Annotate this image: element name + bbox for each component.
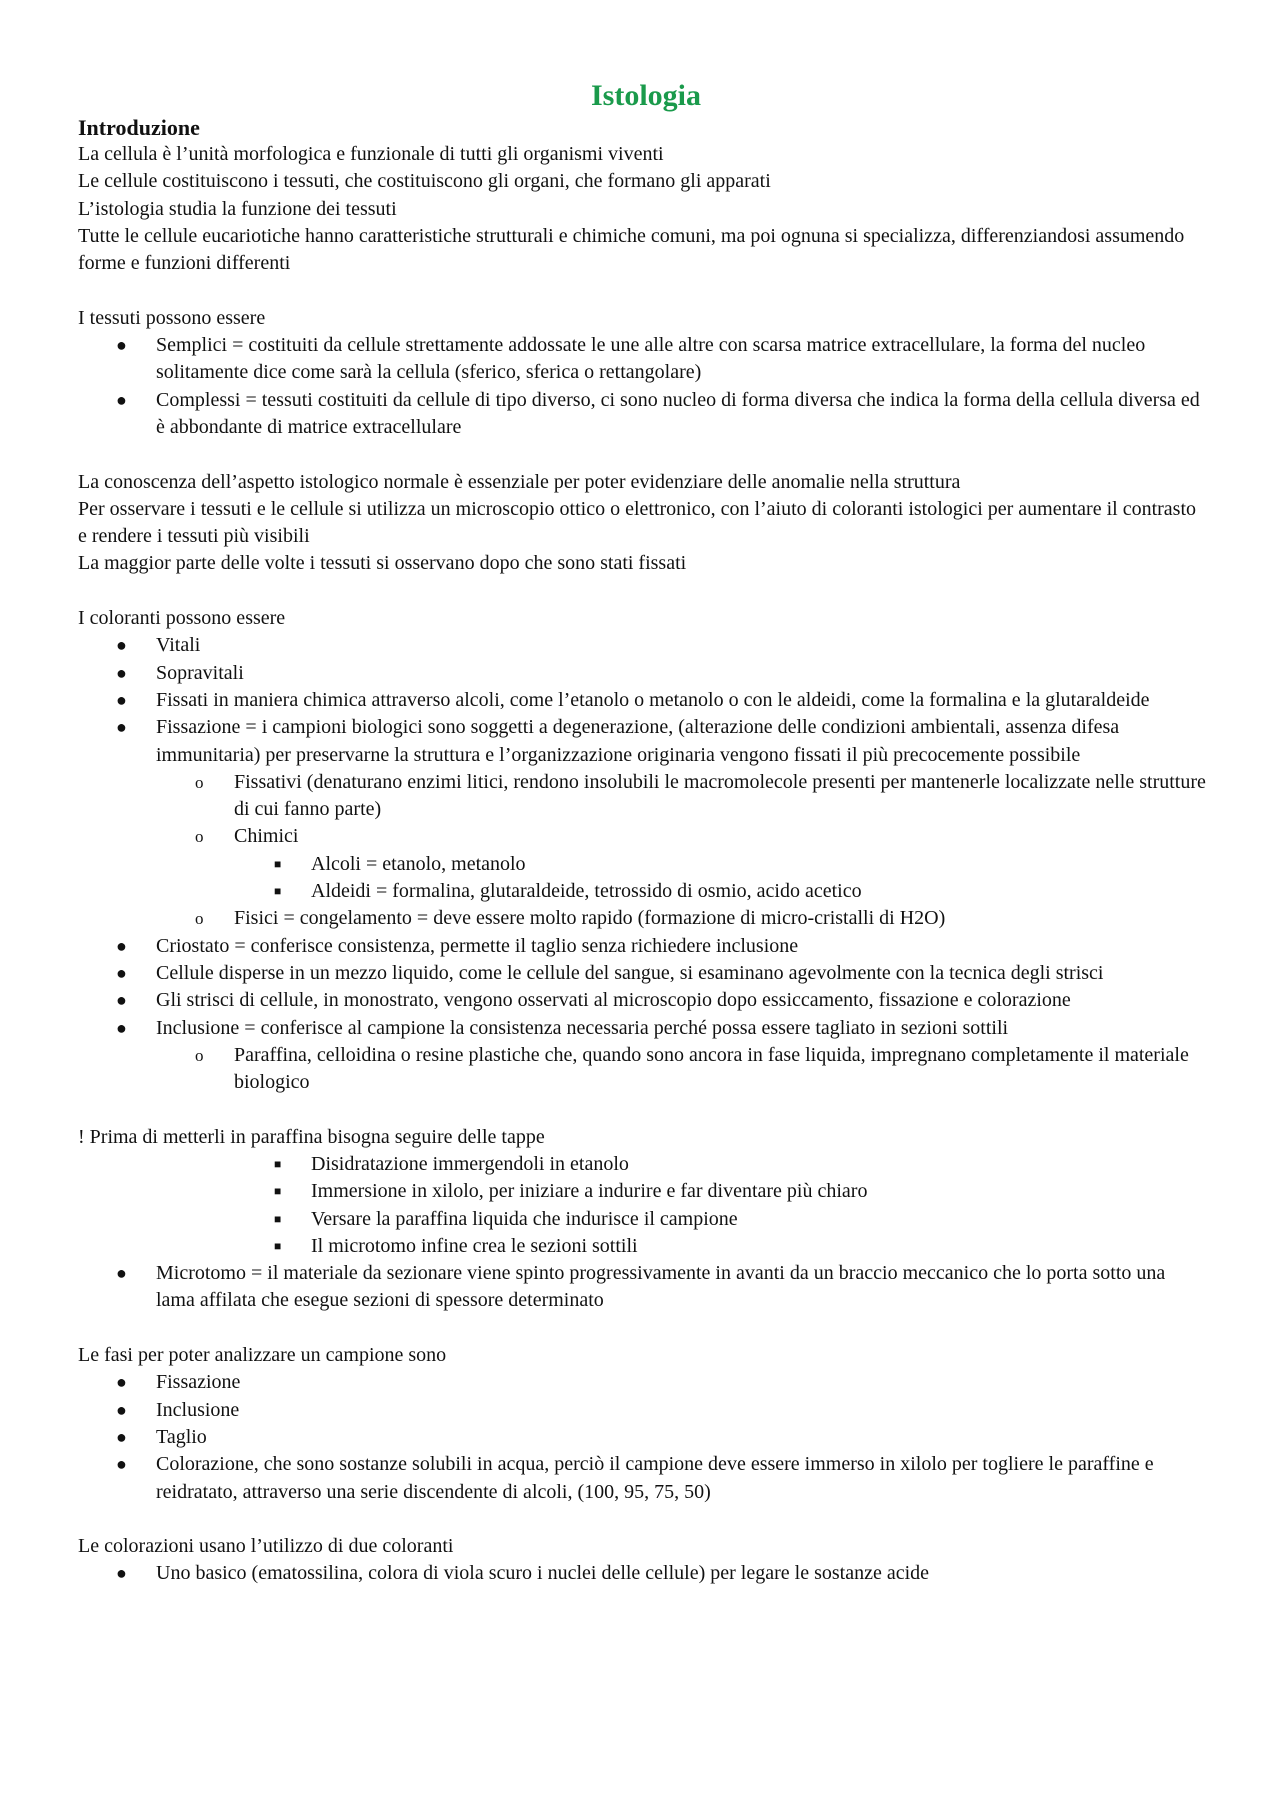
list-item: ● Fissazione (78, 1369, 1208, 1396)
tessuti-list (78, 332, 1208, 441)
list-subitem: o Chimici (78, 823, 1208, 850)
list-subitem: o Paraffina, celloidina o resine plastiche che, quando sono ancora in fase liquida, impregnano completamente il materiale biologico (195, 1043, 1189, 1094)
paragraph-line: Per osservare i tessuti e le cellule si utilizza un microscopio ottico o elettronico, con l’aiuto di coloranti istologici per aumentare il contrasto e rendere i tessuti più visibili (78, 497, 1196, 548)
list-item: ● Inclusione (78, 1397, 1208, 1424)
square-bullet-icon: ■ (274, 856, 282, 871)
document-page (78, 76, 1208, 1588)
bullet-icon: ● (116, 717, 127, 738)
square-bullet-icon: ■ (274, 884, 282, 899)
square-bullet-icon: ■ (274, 1156, 282, 1171)
list-item: ● Fissati in maniera chimica attraverso alcoli, come l’etanolo o metanolo o con le aldeidi, come la formalina e la glutaraldeide (78, 687, 1208, 714)
bullet-icon: ● (116, 962, 127, 983)
list-item: ● Taglio (78, 1424, 1208, 1451)
circle-bullet-icon: o (195, 1045, 204, 1065)
list-item: ● Complessi = tessuti costituiti da cellule di tipo diverso, ci sono nucleo di forma diversa che indica la forma della cellula diversa ed è abbondante di matrice extracellulare (116, 388, 1200, 438)
list-subsubitem: ■ Immersione in xilolo, per iniziare a indurire e far diventare più chiaro (78, 1178, 1208, 1205)
bullet-icon: ● (116, 1399, 127, 1420)
list-item: ● Microtomo = il materiale da sezionare viene spinto progressivamente in avanti da un braccio meccanico che lo porta sotto una lama affilata che esegue sezioni di spessore determinato (116, 1262, 1166, 1312)
list-item: ● Criostato = conferisce consistenza, permette il taglio senza richiedere inclusione (78, 933, 1208, 960)
list-subitem: o Fissativi (denaturano enzimi litici, rendono insolubili le macromolecole presenti per mantenerle localizzate nelle strutture di cui fanno parte) (195, 770, 1206, 821)
bullet-icon: ● (116, 1017, 127, 1038)
paragraph-line: La conoscenza dell’aspetto istologico normale è essenziale per poter evidenziare delle anomalie nella struttura (78, 470, 961, 493)
list-item: ● Inclusione = conferisce al campione la consistenza necessaria perché possa essere tagliato in sezioni sottili (78, 1015, 1208, 1042)
list-subsubitem: ■ Aldeidi = formalina, glutaraldeide, tetrossido di osmio, acido acetico (78, 878, 1208, 905)
bullet-icon: ● (116, 689, 127, 710)
list-item: ● Uno basico (ematossilina, colora di viola scuro i nuclei delle cellule) per legare le sostanze acide (78, 1560, 1208, 1587)
intro-line: Tutte le cellule eucariotiche hanno caratteristiche strutturali e chimiche comuni, ma poi ognuna si specializza, differenziandosi assumendo forme e funzioni differenti (78, 224, 1185, 275)
bullet-icon: ● (116, 662, 127, 683)
square-bullet-icon: ■ (274, 1238, 282, 1253)
square-bullet-icon: ■ (274, 1184, 282, 1199)
list-subsubitem: ■ Versare la paraffina liquida che indurisce il campione (78, 1206, 1208, 1233)
fasi-list (78, 1369, 1208, 1505)
colorazioni-list (78, 1560, 1208, 1587)
bullet-icon: ● (116, 335, 127, 356)
list-item: ● Vitali (78, 632, 1208, 659)
intro-line: La cellula è l’unità morfologica e funzionale di tutti gli organismi viventi (78, 143, 664, 165)
list-item: ● Gli strisci di cellule, in monostrato, vengono osservati al microscopio dopo essiccamento, fissazione e colorazione (78, 987, 1208, 1014)
tappe-lead: ! Prima di metterli in paraffina bisogna seguire delle tappe (78, 1125, 545, 1148)
list-subsubitem: ■ Alcoli = etanolo, metanolo (78, 851, 1208, 878)
fasi-lead: Le fasi per poter analizzare un campione sono (78, 1344, 447, 1367)
bullet-icon: ● (116, 389, 127, 410)
bullet-icon: ● (116, 635, 127, 656)
bullet-icon: ● (116, 935, 127, 956)
list-item: ● Cellule disperse in un mezzo liquido, come le cellule del sangue, si esaminano agevolmente con la tecnica degli strisci (78, 960, 1208, 987)
list-item: ● Sopravitali (78, 660, 1208, 687)
list-item: ● Fissazione = i campioni biologici sono soggetti a degenerazione, (alterazione delle condizioni ambientali, assenza difesa immunitaria) per preservarne la struttura e l’organizzazione originaria vengono fissati il più precocemente possibile (116, 716, 1120, 766)
colorazioni-lead: Le colorazioni usano l’utilizzo di due coloranti (78, 1535, 454, 1558)
circle-bullet-icon: o (195, 827, 204, 847)
section-heading: Introduzione (78, 115, 200, 140)
tessuti-lead: I tessuti possono essere (78, 306, 266, 329)
bullet-icon: ● (116, 1454, 127, 1475)
list-subsubitem: ■ Disidratazione immergendoli in etanolo (78, 1151, 1208, 1178)
square-bullet-icon: ■ (274, 1211, 282, 1226)
list-item: ● Semplici = costituiti da cellule strettamente addossate le une alle altre con scarsa matrice extracellulare, la forma del nucleo solitamente dice come sarà la cellula (sferico, sferica o rettangolare) (116, 334, 1146, 384)
intro-line: Le cellule costituiscono i tessuti, che costituiscono gli organi, che formano gli apparati (78, 170, 771, 193)
coloranti-lead: I coloranti possono essere (78, 607, 286, 630)
bullet-icon: ● (116, 990, 127, 1011)
bullet-icon: ● (116, 1426, 127, 1447)
bullet-icon: ● (116, 1372, 127, 1393)
intro-line: L’istologia studia la funzione dei tessuti (78, 197, 397, 220)
coloranti-list (78, 632, 1208, 1096)
paragraph-line: La maggior parte delle volte i tessuti si osservano dopo che sono stati fissati (78, 552, 687, 575)
bullet-icon: ● (116, 1563, 127, 1584)
list-subitem: o Fisici = congelamento = deve essere molto rapido (formazione di micro-cristalli di H2O) (78, 905, 1208, 932)
circle-bullet-icon: o (195, 772, 204, 792)
bullet-icon: ● (116, 1263, 127, 1284)
tappe-list (78, 1151, 1208, 1315)
page-title: Istologia (590, 79, 701, 112)
list-subsubitem: ■ Il microtomo infine crea le sezioni sottili (78, 1233, 1208, 1260)
circle-bullet-icon: o (195, 909, 204, 929)
list-item: ● Colorazione, che sono sostanze solubili in acqua, perciò il campione deve essere immerso in xilolo per togliere le paraffine e reidratato, attraverso una serie discendente di alcoli, (100, 95, 75, 50) (116, 1453, 1154, 1503)
